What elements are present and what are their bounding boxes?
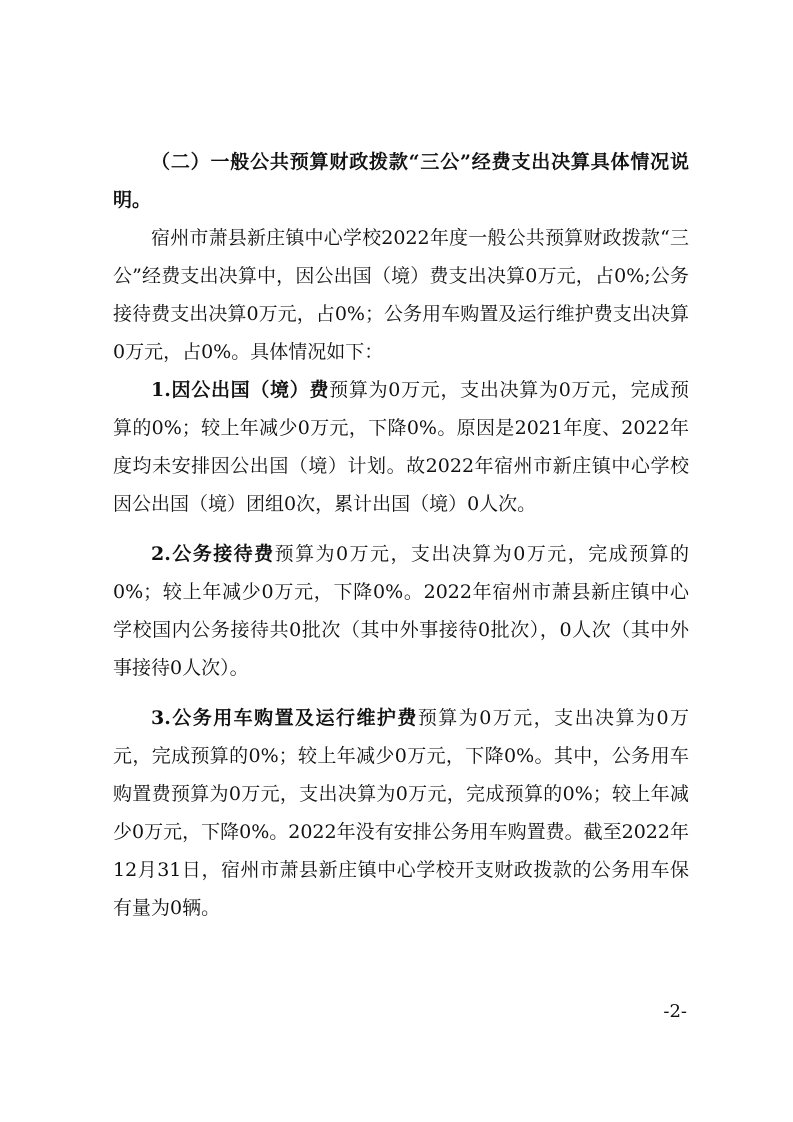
page-number: -2- — [663, 1001, 687, 1022]
item-paragraph-vehicles — [113, 699, 689, 927]
document-body — [113, 143, 689, 927]
item-title-vehicles: 3.公务用车购置及运行维护费 — [151, 707, 418, 729]
item-body-reception: 预算为0万元，支出决算为0万元，完成预算的0%；较上年减少0万元，下降0%。2022年宿州市萧县新庄镇中心学校国内公务接待共0批次（其中外事接待0批次），0人次（其中外事接待0人次）。 — [113, 543, 689, 679]
item-body-travel: 预算为0万元，支出决算为0万元，完成预算的0%；较上年减少0万元，下降0%。原因是2021年度、2022年度均未安排因公出国（境）计划。故2022年宿州市新庄镇中心学校因公出国（境）团组0次，累计出国（境）0人次。 — [113, 379, 689, 515]
intro-paragraph: 宿州市萧县新庄镇中心学校2022年度一般公共预算财政拨款“三公”经费支出决算中，因公出国（境）费支出决算0万元，占0%;公务接待费支出决算0万元，占0%；公务用车购置及运行维护费支出决算0万元，占0%。具体情况如下： — [113, 227, 689, 363]
item-title-reception: 2.公务接待费 — [151, 543, 275, 565]
item-body-vehicles: 预算为0万元，支出决算为0万元，完成预算的0%；较上年减少0万元，下降0%。其中，公务用车购置费预算为0万元，支出决算为0万元，完成预算的0%；较上年减少0万元，下降0%。2022年没有安排公务用车购置费。截至2022年12月31日，宿州市萧县新庄镇中心学校开支财政拨款的公务用车保有量为0辆。 — [113, 707, 689, 919]
section-heading: （二）一般公共预算财政拨款“三公”经费支出决算具体情况说明。 — [113, 151, 689, 211]
item-paragraph-travel — [113, 371, 689, 523]
item-paragraph-reception — [113, 535, 689, 687]
item-title-travel: 1.因公出国（境）费 — [151, 379, 330, 401]
